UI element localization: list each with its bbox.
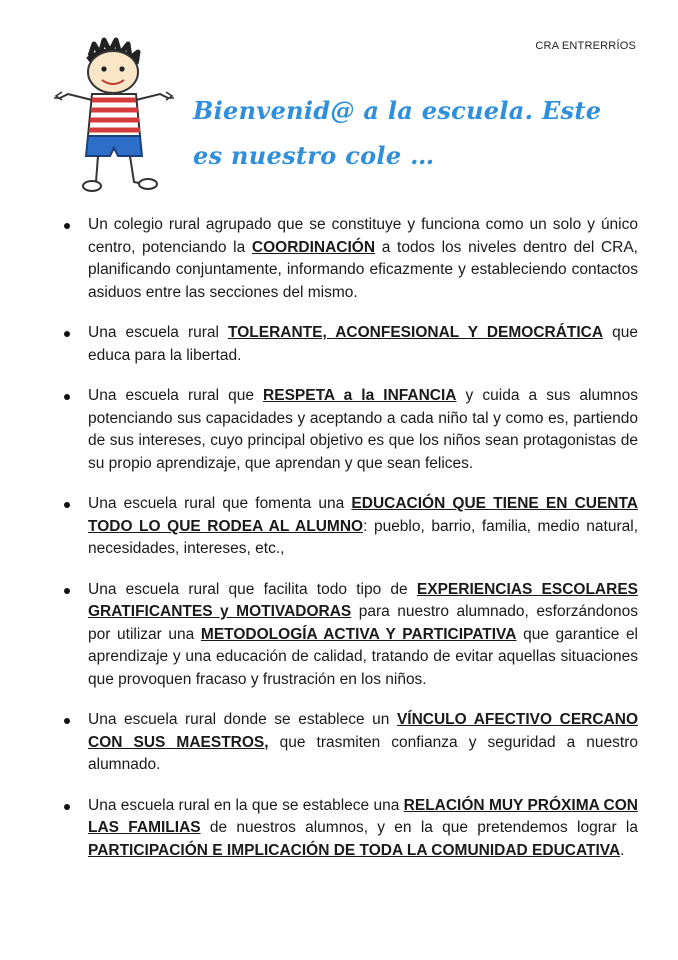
bullet-icon [64, 223, 70, 229]
item-text: y cuida a sus alumnos potenciando sus capacidades y aceptando a cada niño tal y como es, partiendo de sus intereses, cuyo principal objetivo es que los niños sean protagonistas de su propio aprendizaje, que aprendan y que sean felices. [88, 387, 638, 472]
highlight-text: RESPETA a la INFANCIA [263, 387, 457, 404]
item-text: : pueblo, barrio, familia, medio natural, necesidades, intereses, etc., [88, 517, 638, 557]
list-item [64, 709, 638, 777]
title-line-1: Bienvenid@ a la escuela. Este [193, 96, 602, 125]
list-item [64, 322, 638, 367]
item-text: que educa para la libertad. [88, 324, 638, 364]
highlight-text: RELACIÓN MUY PRÓXIMA CON LAS FAMILIAS [88, 796, 639, 836]
list-item [64, 795, 638, 863]
item-text: . [620, 841, 625, 859]
item-text: a todos los niveles dentro del CRA, planificando conjuntamente, informando eficazmente y estableciendo contactos asiduos entre las secciones del mismo. [88, 238, 638, 301]
bullet-icon [64, 804, 70, 810]
page-title [193, 88, 653, 178]
highlight-text: COORDINACIÓN [251, 238, 376, 256]
item-text: Una escuela rural en la que se establece una [88, 796, 404, 814]
list-item [64, 385, 638, 475]
highlight-text: TOLERANTE, ACONFESIONAL Y DEMOCRÁTICA [228, 324, 604, 341]
title-line-2: es nuestro cole … [193, 141, 435, 170]
highlight-text: METODOLOGÍA ACTIVA Y PARTICIPATIVA [200, 625, 517, 643]
item-text: Una escuela rural donde se establece un [88, 711, 397, 728]
item-text: de nuestros alumnos, y en la que pretendemos lograr la [200, 819, 638, 836]
item-text: Un colegio rural agrupado que se constituye y funciona como un solo y único centro, potenciando la [88, 216, 638, 256]
boy-drawing-icon [52, 36, 180, 198]
bullet-icon [64, 331, 70, 337]
item-text: para nuestro alumnado, esforzándonos por utilizar una [88, 603, 638, 643]
highlight-text: VÍNCULO AFECTIVO CERCANO CON SUS MAESTROS, [88, 711, 639, 751]
item-text: Una escuela rural que [88, 387, 264, 404]
bullet-list [64, 214, 638, 880]
bullet-icon [64, 718, 70, 724]
item-text: Una escuela rural que fomenta una [88, 495, 352, 512]
bullet-icon [64, 502, 70, 508]
list-item [64, 214, 638, 304]
bullet-icon [64, 394, 70, 400]
list-item [64, 493, 638, 561]
bullet-icon [64, 588, 70, 594]
highlight-text: EXPERIENCIAS ESCOLARES GRATIFICANTES y MOTIVADORAS [88, 580, 638, 620]
highlight-text: PARTICIPACIÓN E IMPLICACIÓN DE TODA LA COMUNIDAD EDUCATIVA [88, 841, 621, 859]
item-text: Una escuela rural [88, 324, 229, 341]
organization-name: CRA ENTRERRÍOS [535, 40, 636, 52]
item-text: que garantice el aprendizaje y una educación de calidad, tratando de evitar aquellas situaciones que provoquen fracaso y frustración en los niños. [88, 625, 639, 688]
item-text: que trasmiten confianza y seguridad a nuestro alumnado. [88, 733, 638, 773]
item-text: Una escuela rural que facilita todo tipo de [88, 580, 417, 598]
list-item [64, 579, 638, 692]
highlight-text: EDUCACIÓN QUE TIENE EN CUENTA TODO LO QUE RODEA AL ALUMNO [88, 495, 638, 535]
